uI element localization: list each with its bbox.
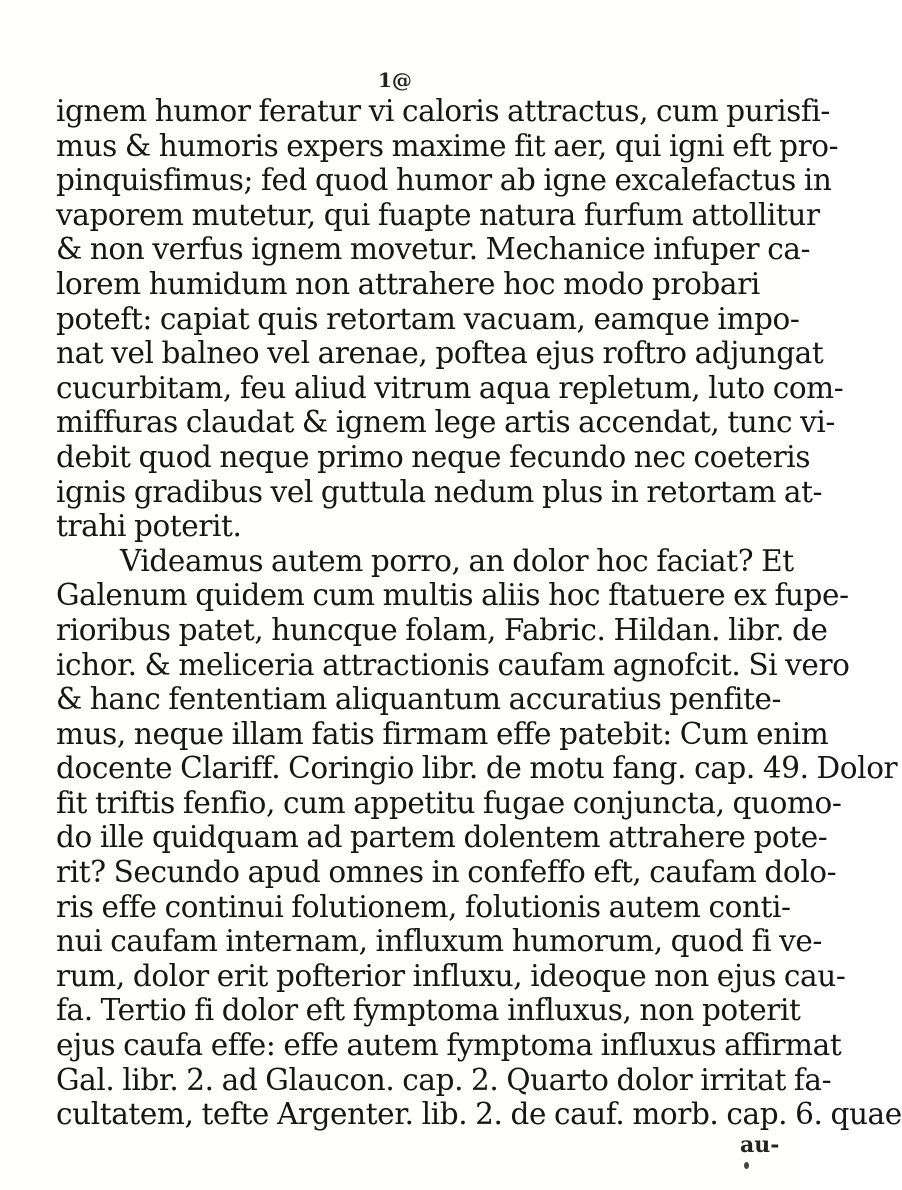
text-line-21: fit triftis fenfio, cum appetitu fugae conjuncta, quomo-	[56, 785, 842, 820]
text-line-17: ichor. & meliceria attractionis caufam agnofcit. Si vero	[56, 647, 850, 682]
text-line-24: ris effe continui folutionem, folutionis autem conti-	[56, 889, 791, 924]
page-number: 1@	[378, 68, 412, 92]
text-line-14: Videamus autem porro, an dolor hoc faciat? Et	[120, 543, 794, 578]
text-line-12: ignis gradibus vel guttula nedum plus in retortam at-	[56, 474, 823, 509]
text-line-11: debit quod neque primo neque fecundo nec coeteris	[56, 439, 811, 474]
text-line-29: Gal. libr. 2. ad Glaucon. cap. 2. Quarto dolor irritat fa-	[56, 1062, 832, 1097]
text-line-7: poteft: capiat quis retortam vacuam, eamque impo-	[56, 301, 800, 336]
text-line-30: cultatem, tefte Argenter. lib. 2. de cauf. morb. cap. 6. quae	[56, 1097, 902, 1132]
text-line-5: & non verfus ignem movetur. Mechanice infuper ca-	[56, 232, 811, 267]
text-line-26: rum, dolor erit pofterior influxu, ideoque non ejus cau-	[56, 958, 846, 993]
text-line-16: rioribus patet, huncque folam, Fabric. Hildan. libr. de	[56, 612, 828, 647]
text-line-27: fa. Tertio fi dolor eft fymptoma influxus, non poterit	[56, 993, 801, 1028]
text-line-1: ignem humor feratur vi caloris attractus, cum purisfi-	[56, 94, 830, 128]
text-line-10: miffuras claudat & ignem lege artis accendat, tunc vi-	[56, 405, 835, 440]
text-line-2: mus & humoris expers maxime fit aer, qui igni eft pro-	[56, 128, 839, 163]
text-line-23: rit? Secundo apud omnes in confeffo eft, caufam dolo-	[56, 855, 837, 890]
text-line-20: docente Clariff. Coringio libr. de motu fang. cap. 49. Dolor	[56, 751, 898, 786]
catchword: au-	[740, 1132, 780, 1158]
text-line-25: nui caufam internam, influxum humorum, quod fi ve-	[56, 924, 823, 959]
ink-speck	[744, 1162, 749, 1169]
text-line-28: ejus caufa effe: effe autem fymptoma influxus affirmat	[56, 1028, 842, 1063]
text-line-15: Galenum quidem cum multis aliis hoc ftatuere ex fupe-	[56, 578, 849, 613]
body-text	[56, 94, 902, 1132]
text-line-3: pinquisfimus; fed quod humor ab igne excalefactus in	[56, 163, 832, 198]
text-line-4: vaporem mutetur, qui fuapte natura furfum attollitur	[56, 197, 820, 232]
text-line-18: & hanc fententiam aliquantum accuratius penfite-	[56, 682, 782, 717]
text-line-13: trahi poterit.	[56, 509, 242, 544]
text-line-8: nat vel balneo vel arenae, poftea ejus roftro adjungat	[56, 336, 824, 371]
text-line-6: lorem humidum non attrahere hoc modo probari	[56, 266, 760, 301]
text-line-9: cucurbitam, feu aliud vitrum aqua repletum, luto com-	[56, 370, 844, 405]
text-line-22: do ille quidquam ad partem dolentem attrahere pote-	[56, 820, 828, 855]
text-line-19: mus, neque illam fatis firmam effe patebit: Cum enim	[56, 716, 829, 751]
